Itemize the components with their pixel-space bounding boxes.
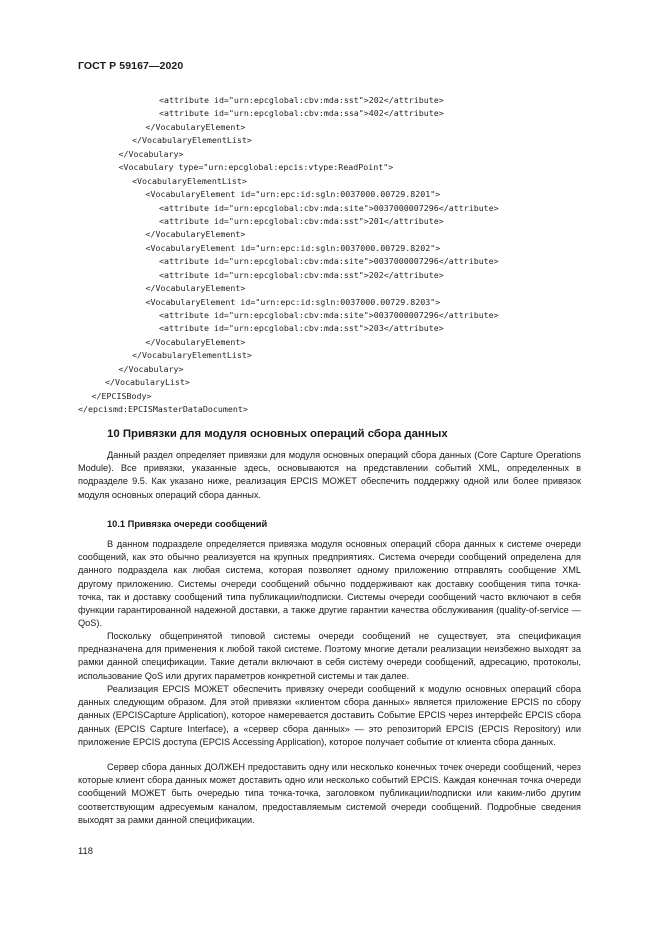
- standard-header: ГОСТ Р 59167—2020: [78, 60, 184, 72]
- code-line: </VocabularyElementList>: [132, 135, 252, 146]
- subsection-title: 10.1 Привязка очереди сообщений: [107, 519, 268, 529]
- code-line: <attribute id="urn:epcglobal:cbv:mda:sst">203</attribute>: [159, 323, 444, 334]
- code-line: <attribute id="urn:epcglobal:cbv:mda:sst">202</attribute>: [159, 269, 444, 280]
- code-line: <VocabularyElement id="urn:epc:id:sgln:0037000.00729.8201">: [145, 189, 441, 200]
- code-line: <attribute id="urn:epcglobal:cbv:mda:site">0037000007296</attribute>: [159, 310, 499, 320]
- code-line: <attribute id="urn:epcglobal:cbv:mda:sst">202</attribute>: [159, 95, 444, 105]
- subsection-paragraph-3: Реализация EPCIS МОЖЕТ обеспечить привязку очереди сообщений к модулю основных операций сбора данных следующим образом. Для этой привязки «клиентом сбора данных» является приложение EPCIS по сбору данных (EPCISCapture Application), которое намеревается доставить Событие EPCIS через интерфейс EPCIS сбора данных (EPCIS Capture Interface), а «сервер сбора данных» — это репозиторий EPCIS (EPCIS Repository) или приложение EPCIS доступа (EPCIS Accessing Application), которое получает событие от клиента сбора данных.: [78, 684, 581, 747]
- page-number: 118: [78, 845, 93, 856]
- code-line: </Vocabulary>: [118, 148, 184, 159]
- code-line: </VocabularyElement>: [145, 283, 246, 294]
- code-line: <attribute id="urn:epcglobal:cbv:mda:sst">201</attribute>: [159, 215, 444, 226]
- code-line: <VocabularyElement id="urn:epc:id:sgln:0037000.00729.8203">: [145, 296, 441, 307]
- code-line: <VocabularyElement id="urn:epc:id:sgln:0037000.00729.8202">: [145, 242, 441, 253]
- code-line: </VocabularyElement>: [145, 121, 246, 132]
- code-line: </VocabularyElementList>: [132, 350, 252, 361]
- code-line: <attribute id="urn:epcglobal:cbv:mda:site">0037000007296</attribute>: [159, 256, 499, 267]
- code-line: <attribute id="urn:epcglobal:cbv:mda:ssa">402</attribute>: [159, 108, 444, 119]
- subsection-paragraph-2: Поскольку общепринятой типовой системы очереди сообщений не существует, эта спецификация предназначена для применения к любой такой системе. Поэтому многие детали реализации неизбежно выходят за рамки данной спецификации. Такие детали включают в себя систему очереди сообщений, адресацию, протоколы, использование QoS или других параметров конкретной системы и так далее.: [78, 631, 581, 681]
- subsection-paragraph-4: Сервер сбора данных ДОЛЖЕН предоставить одну или несколько конечных точек очереди сообщений, через которые клиент сбора данных может доставить одно или несколько событий EPCIS. Каждая конечная точка очереди сообщений МОЖЕТ быть очередью типа точка-точка, заголовком публикации/подписки или каким-либо другим соответствующим адресуемым каналом, предоставляемым системой очереди сообщений. Подробные сведения выходят за рамки данной спецификации.: [78, 762, 581, 825]
- xml-code-listing: [78, 94, 618, 417]
- code-line: </EPCISBody>: [91, 390, 152, 401]
- subsection-paragraph-1: В данном подразделе определяется привязка модуля основных операций сбора данных к системе очереди сообщений, как это обычно реализуется на крупных предприятиях. Система очереди сообщений определена для данного подраздела как любая система, которая позволяет одному приложению отправлять сообщение XML другому приложению. Системы очереди сообщений обычно поддерживают как доставку сообщения типа точка-точка, так и доставку сообщений типа публикации/подписки. Системы очереди сообщений часто включают в себя функции гарантированной надежной доставки, а также другие гарантии качества обслуживания (quality-of-service — QoS).: [78, 539, 581, 629]
- section-title: 10 Привязки для модуля основных операций сбора данных: [107, 428, 448, 440]
- code-line: <attribute id="urn:epcglobal:cbv:mda:site">0037000007296</attribute>: [159, 202, 499, 213]
- code-line: </epcismd:EPCISMasterDataDocument>: [78, 404, 248, 415]
- code-line: <VocabularyElementList>: [132, 175, 247, 186]
- code-line: <Vocabulary type="urn:epcglobal:epcis:vtype:ReadPoint">: [118, 162, 394, 173]
- code-line: </VocabularyElement>: [145, 336, 246, 347]
- section-intro-paragraph: Данный раздел определяет привязки для модуля основных операций сбора данных (Core Capture Operations Module). Все привязки, указанные здесь, основываются на представлении событий XML, определенных в подразделе 9.5. Как указано ниже, реализация EPCIS МОЖЕТ обеспечить поддержку одной или более привязок модуля основных операций сбора данных.: [78, 450, 581, 500]
- code-line: </Vocabulary>: [118, 363, 184, 374]
- code-line: </VocabularyElement>: [145, 229, 246, 240]
- code-line: </VocabularyList>: [105, 377, 190, 388]
